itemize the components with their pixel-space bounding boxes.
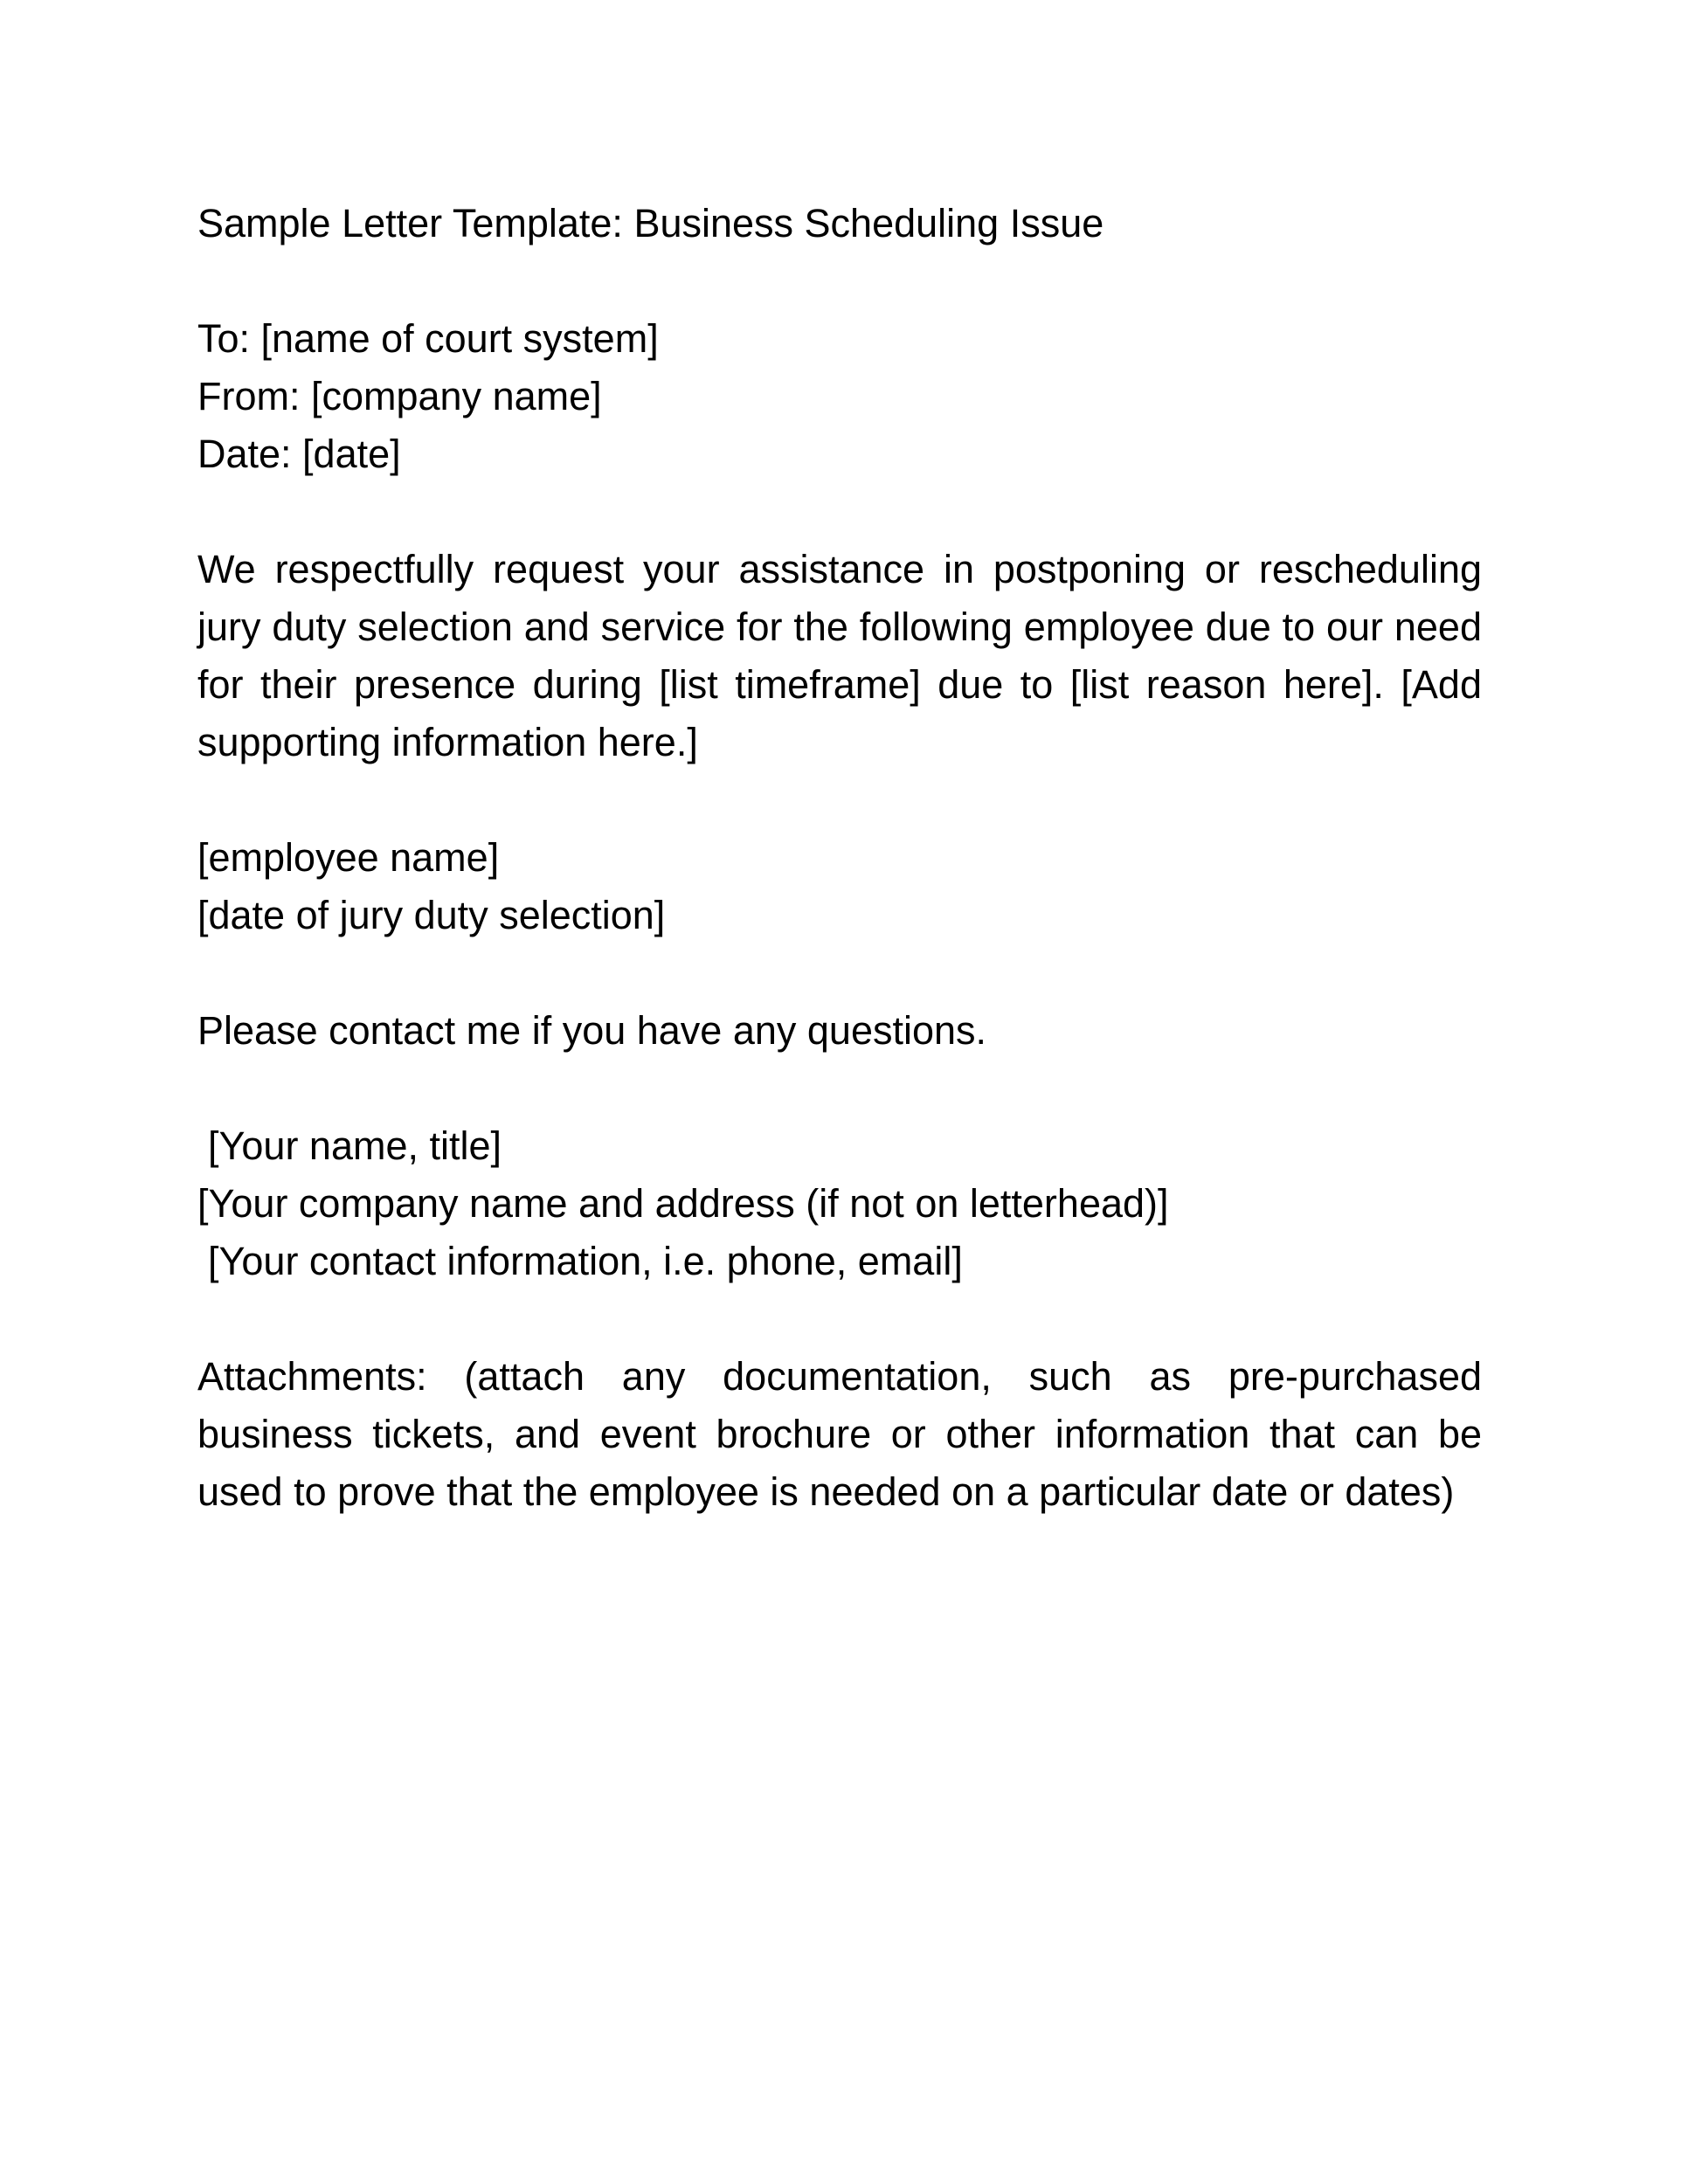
- spacer: [197, 944, 1482, 1002]
- to-line: To: [name of court system]: [197, 316, 659, 361]
- attachments-paragraph: Attachments: (attach any documentation, such as pre-purchased business tickets, and event brochure or other information that can be used to prove that the employee is needed on a particular date or dates): [197, 1354, 1482, 1514]
- letter-title: Sample Letter Template: Business Scheduling Issue: [197, 201, 1104, 245]
- spacer: [197, 1060, 1482, 1117]
- jury-selection-date: [date of jury duty selection]: [197, 893, 666, 937]
- spacer: [197, 1290, 1482, 1348]
- letter-content: [197, 195, 1482, 1521]
- signature-name-title: [Your name, title]: [208, 1123, 502, 1168]
- signature-company-address: [Your company name and address (if not on letterhead)]: [197, 1181, 1169, 1226]
- date-line: Date: [date]: [197, 432, 401, 476]
- signature-contact: [Your contact information, i.e. phone, email]: [208, 1239, 963, 1283]
- request-paragraph: We respectfully request your assistance in postponing or rescheduling jury duty selection and service for the following employee due to our need for their presence during [list timeframe] due to [list reason here]. [Add supporting information here.]: [197, 547, 1482, 764]
- employee-name: [employee name]: [197, 835, 500, 880]
- from-line: From: [company name]: [197, 374, 602, 418]
- spacer: [197, 483, 1482, 541]
- spacer: [197, 771, 1482, 829]
- spacer: [197, 252, 1482, 310]
- closing-line: Please contact me if you have any questions.: [197, 1008, 987, 1053]
